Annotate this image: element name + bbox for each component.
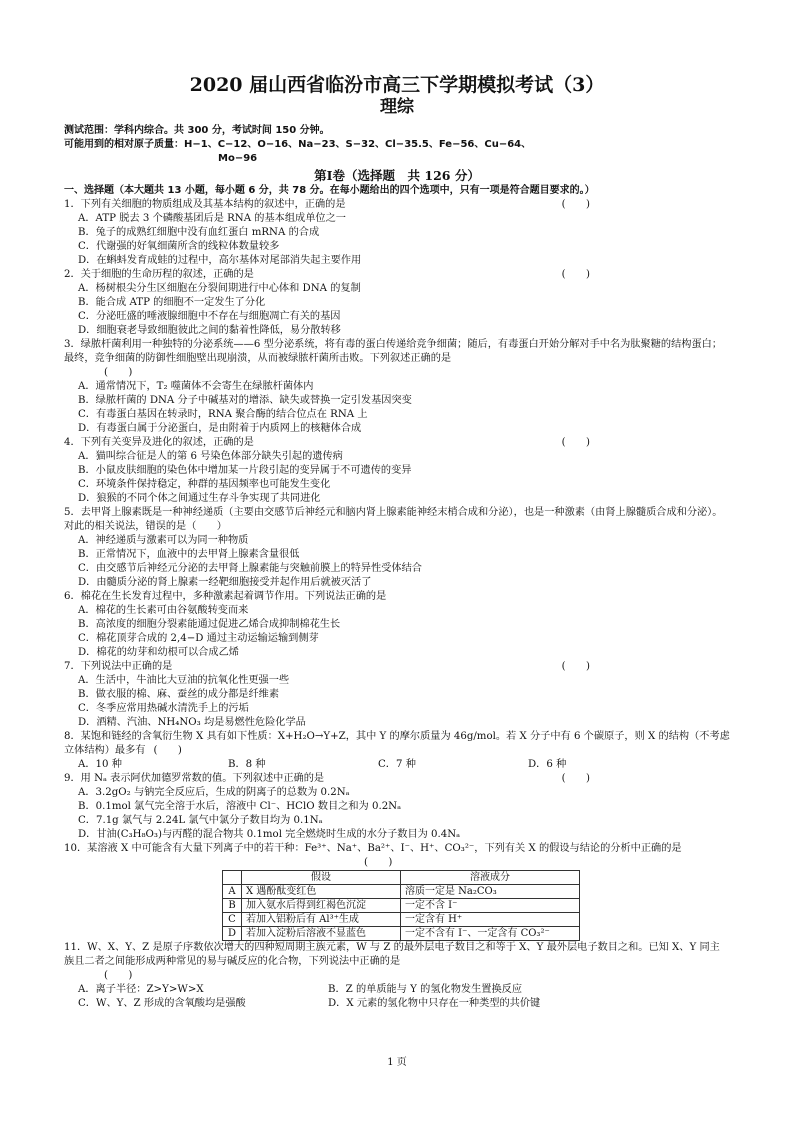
question-stem: 5．去甲肾上腺素既是一种神经递质（主要由交感节后神经元和脑内肾上腺素能神经末梢合成和分泌），也是一种激素（由肾上腺髓质合成和分泌）。对此的相关说法，错误的是（ ） [64,507,723,532]
answer-paren: ( ) [561,437,590,448]
table-cell: 若加入铝粉后有 Al³⁺生成 [242,913,401,927]
question-2 [64,268,730,338]
option-c: C．分泌旺盛的唾液腺细胞中不存在与细胞凋亡有关的基因 [78,311,341,322]
option-a: A．神经递质与激素可以为同一种物质 [78,535,249,546]
table-cell: D [223,927,242,941]
table-row [223,927,580,941]
table-cell: 溶质一定是 Na₂CO₃ [401,885,580,899]
option-a: A．棉花的生长素可由谷氨酸转变而来 [78,605,249,616]
table-cell: X 遇酚酞变红色 [242,885,401,899]
answer-paren: ( ) [561,199,590,210]
option-a: A．猫叫综合征是人的第 6 号染色体部分缺失引起的遗传病 [78,451,343,462]
table-cell: 若加入淀粉后溶液不显蓝色 [242,927,401,941]
option-a: A．ATP 脱去 3 个磷酸基团后是 RNA 的基本组成单位之一 [78,213,346,224]
question-stem: 9．用 Nₐ 表示阿伏加德罗常数的值。下列叙述中正确的是 [64,773,325,784]
question-stem: 4．下列有关变异及进化的叙述，正确的是 [64,437,254,448]
option-d: D．由髓质分泌的肾上腺素一经靶细胞接受并起作用后就被灭活了 [78,577,372,588]
option-b: B．高浓度的细胞分裂素能通过促进乙烯合成抑制棉花生长 [78,619,341,630]
options-row [64,983,730,997]
table-row [223,899,580,913]
option-c: C．有毒蛋白基因在转录时，RNA 聚合酶的结合位点在 RNA 上 [78,409,368,420]
option-b: B．能合成 ATP 的细胞不一定发生了分化 [78,297,266,308]
hypothesis-table [222,870,580,941]
table-row [223,913,580,927]
table-cell: 一定含有 H⁺ [401,913,580,927]
answer-paren: ( ) [104,970,133,981]
option-d: D．酒精、汽油、NH₄NO₃ 均是易燃性危险化学品 [78,717,306,728]
option-a: A．3.2gO₂ 与钠完全反应后，生成的阴离子的总数为 0.2Nₐ [78,787,350,798]
question-7 [64,660,730,730]
question-6 [64,590,730,660]
table-cell: B [223,899,242,913]
question-4 [64,436,730,506]
atomic-masses-line1: 可能用到的相对原子质量：H−1、C−12、O−16、Na−23、S−32、Cl−35.5、Fe−56、Cu−64、 [64,139,532,150]
page-number: 1 页 [387,1057,407,1068]
option-d: D．6 种 [528,759,567,770]
answer-paren: ( ) [561,661,590,672]
option-c: C．环境条件保持稳定，种群的基因频率也可能发生变化 [78,479,331,490]
question-10 [64,842,730,941]
option-c: C．W、Y、Z 形成的含氧酸均是强酸 [78,998,246,1009]
part-heading: 一、选择题（本大题共 13 小题，每小题 6 分，共 78 分。在每小题给出的四个选项中，只有一项是符合题目要求的。） [64,185,595,196]
option-a: A．生活中，牛油比大豆油的抗氧化性更强一些 [78,675,290,686]
question-5 [64,506,730,590]
option-a: A．通常情况下，T₂ 噬菌体不会寄生在绿脓杆菌体内 [78,381,314,392]
question-8 [64,730,730,772]
option-a: A．10 种 [78,759,122,770]
option-b: B．Z 的单质能与 Y 的氢化物发生置换反应 [328,984,523,995]
option-b: B．小鼠皮肤细胞的染色体中增加某一片段引起的变异属于不可遗传的变异 [78,465,412,476]
option-b: B．兔子的成熟红细胞中没有血红蛋白 mRNA 的合成 [78,227,320,238]
test-scope: 测试范围：学科内综合。共 300 分，考试时间 150 分钟。 [64,125,330,136]
option-c: C．冬季应常用热碱水清洗手上的污垢 [78,703,249,714]
table-cell: 一定不含有 I⁻、一定含有 CO₃²⁻ [401,927,580,941]
table-cell: A [223,885,242,899]
question-9 [64,772,730,842]
option-a: A．离子半径：Z>Y>W>X [78,984,204,995]
option-b: B．做衣服的棉、麻、蚕丝的成分都是纤维素 [78,689,280,700]
question-11 [64,941,730,1011]
atomic-masses-line2: Mo−96 [218,153,258,164]
option-d: D．有毒蛋白属于分泌蛋白，是由附着于内质网上的核糖体合成 [78,423,362,434]
option-c: C．7.1g 氯气与 2.24L 氯气中氯分子数目均为 0.1Nₐ [78,815,323,826]
question-stem: 2．关于细胞的生命历程的叙述，正确的是 [64,269,254,280]
option-c: C．7 种 [378,759,416,770]
question-stem: 11．W、X、Y、Z 是原子序数依次增大的四种短周期主族元素，W 与 Z 的最外层电子数目之和等于 X、Y 最外层电子数目之和。已知 X、Y 同主族且二者之间能形成两种常见的易与碱反应的化合物，下列说法中正确的是 [64,942,720,967]
option-b: B．0.1mol 氯气完全溶于水后，溶液中 Cl⁻、HClO 数目之和为 0.2Nₐ [78,801,402,812]
question-stem: 8．某饱和链经的含氧衍生物 X 具有如下性质：X+H₂O→Y+Z，其中 Y 的摩尔质量为 46g/mol。若 X 分子中有 6 个碳原子，则 X 的结构（不考虑立体结构）最多有 [64,731,730,756]
option-d: D．在蝌蚪发育成蛙的过程中，高尔基体对尾部消失起主要作用 [78,255,362,266]
answer-paren: ( ) [153,745,182,756]
answer-paren: ( ) [364,857,393,868]
answer-paren: ( ) [104,367,133,378]
option-b: B．绿脓杆菌的 DNA 分子中碱基对的增添、缺失或替换一定引发基因突变 [78,395,412,406]
option-d: D．棉花的幼芽和幼根可以合成乙烯 [78,647,239,658]
options-row [64,758,730,772]
option-d: D．细胞衰老导致细胞彼此之间的黏着性降低，易分散转移 [78,325,341,336]
section-title: 第Ⅰ卷（选择题 共 126 分） [314,168,480,183]
option-c: C．棉花顶芽合成的 2,4−D 通过主动运输运输到侧芽 [78,633,319,644]
option-d: D．X 元素的氢化物中只存在一种类型的共价键 [328,998,541,1009]
table-header-row [223,871,580,885]
option-d: D．狼猴的不同个体之间通过生存斗争实现了共同进化 [78,493,321,504]
question-stem: 6．棉花在生长发育过程中，多种激素起着调节作用。下列说法正确的是 [64,591,387,602]
table-cell: 加入氨水后得到红褐色沉淀 [242,899,401,913]
question-stem: 3．绿脓杆菌利用一种独特的分泌系统——6 型分泌系统，将有毒的蛋白传递给竞争细菌；随后，有毒蛋白开始分解对手中名为肽聚糖的结构蛋白；最终，竞争细菌的防御性细胞壁出现崩溃，从而被绿脓杆菌所击败。下列叙述正确的是 [64,339,723,364]
option-d: D．甘油(C₃H₈O₃)与丙醛的混合物共 0.1mol 完全燃烧时生成的水分子数目为 0.4Nₐ [78,829,461,840]
answer-paren: ( ) [561,773,590,784]
table-row [223,885,580,899]
table-cell: 一定不含 I⁻ [401,899,580,913]
table-header: 假设 [242,871,401,885]
option-b: B．8 种 [228,759,266,770]
option-c: C．由交感节后神经元分泌的去甲肾上腺素能与突触前膜上的特异性受体结合 [78,563,422,574]
option-b: B．正常情况下，血液中的去甲肾上腺素含量很低 [78,549,300,560]
question-stem: 1．下列有关细胞的物质组成及其基本结构的叙述中，正确的是 [64,199,346,210]
table-cell: C [223,913,242,927]
question-stem: 10．某溶液 X 中可能含有大量下列离子中的若干种：Fe³⁺、Na⁺、Ba²⁺、I⁻、H⁺、CO₃²⁻，下列有关 X 的假设与结论的分析中正确的是 [64,843,682,854]
question-1 [64,198,730,268]
option-a: A．杨树根尖分生区细胞在分裂间期进行中心体和 DNA 的复制 [78,283,361,294]
page-subtitle: 理综 [380,97,414,117]
options-row [64,997,730,1011]
question-stem: 7．下列说法中正确的是 [64,661,173,672]
question-3 [64,338,730,436]
table-header: 溶液成分 [401,871,580,885]
answer-paren: ( ) [561,269,590,280]
page-title: 2020 届山西省临汾市高三下学期模拟考试（3） [189,74,605,96]
option-c: C．代谢强的好氧细菌所含的线粒体数量较多 [78,241,280,252]
